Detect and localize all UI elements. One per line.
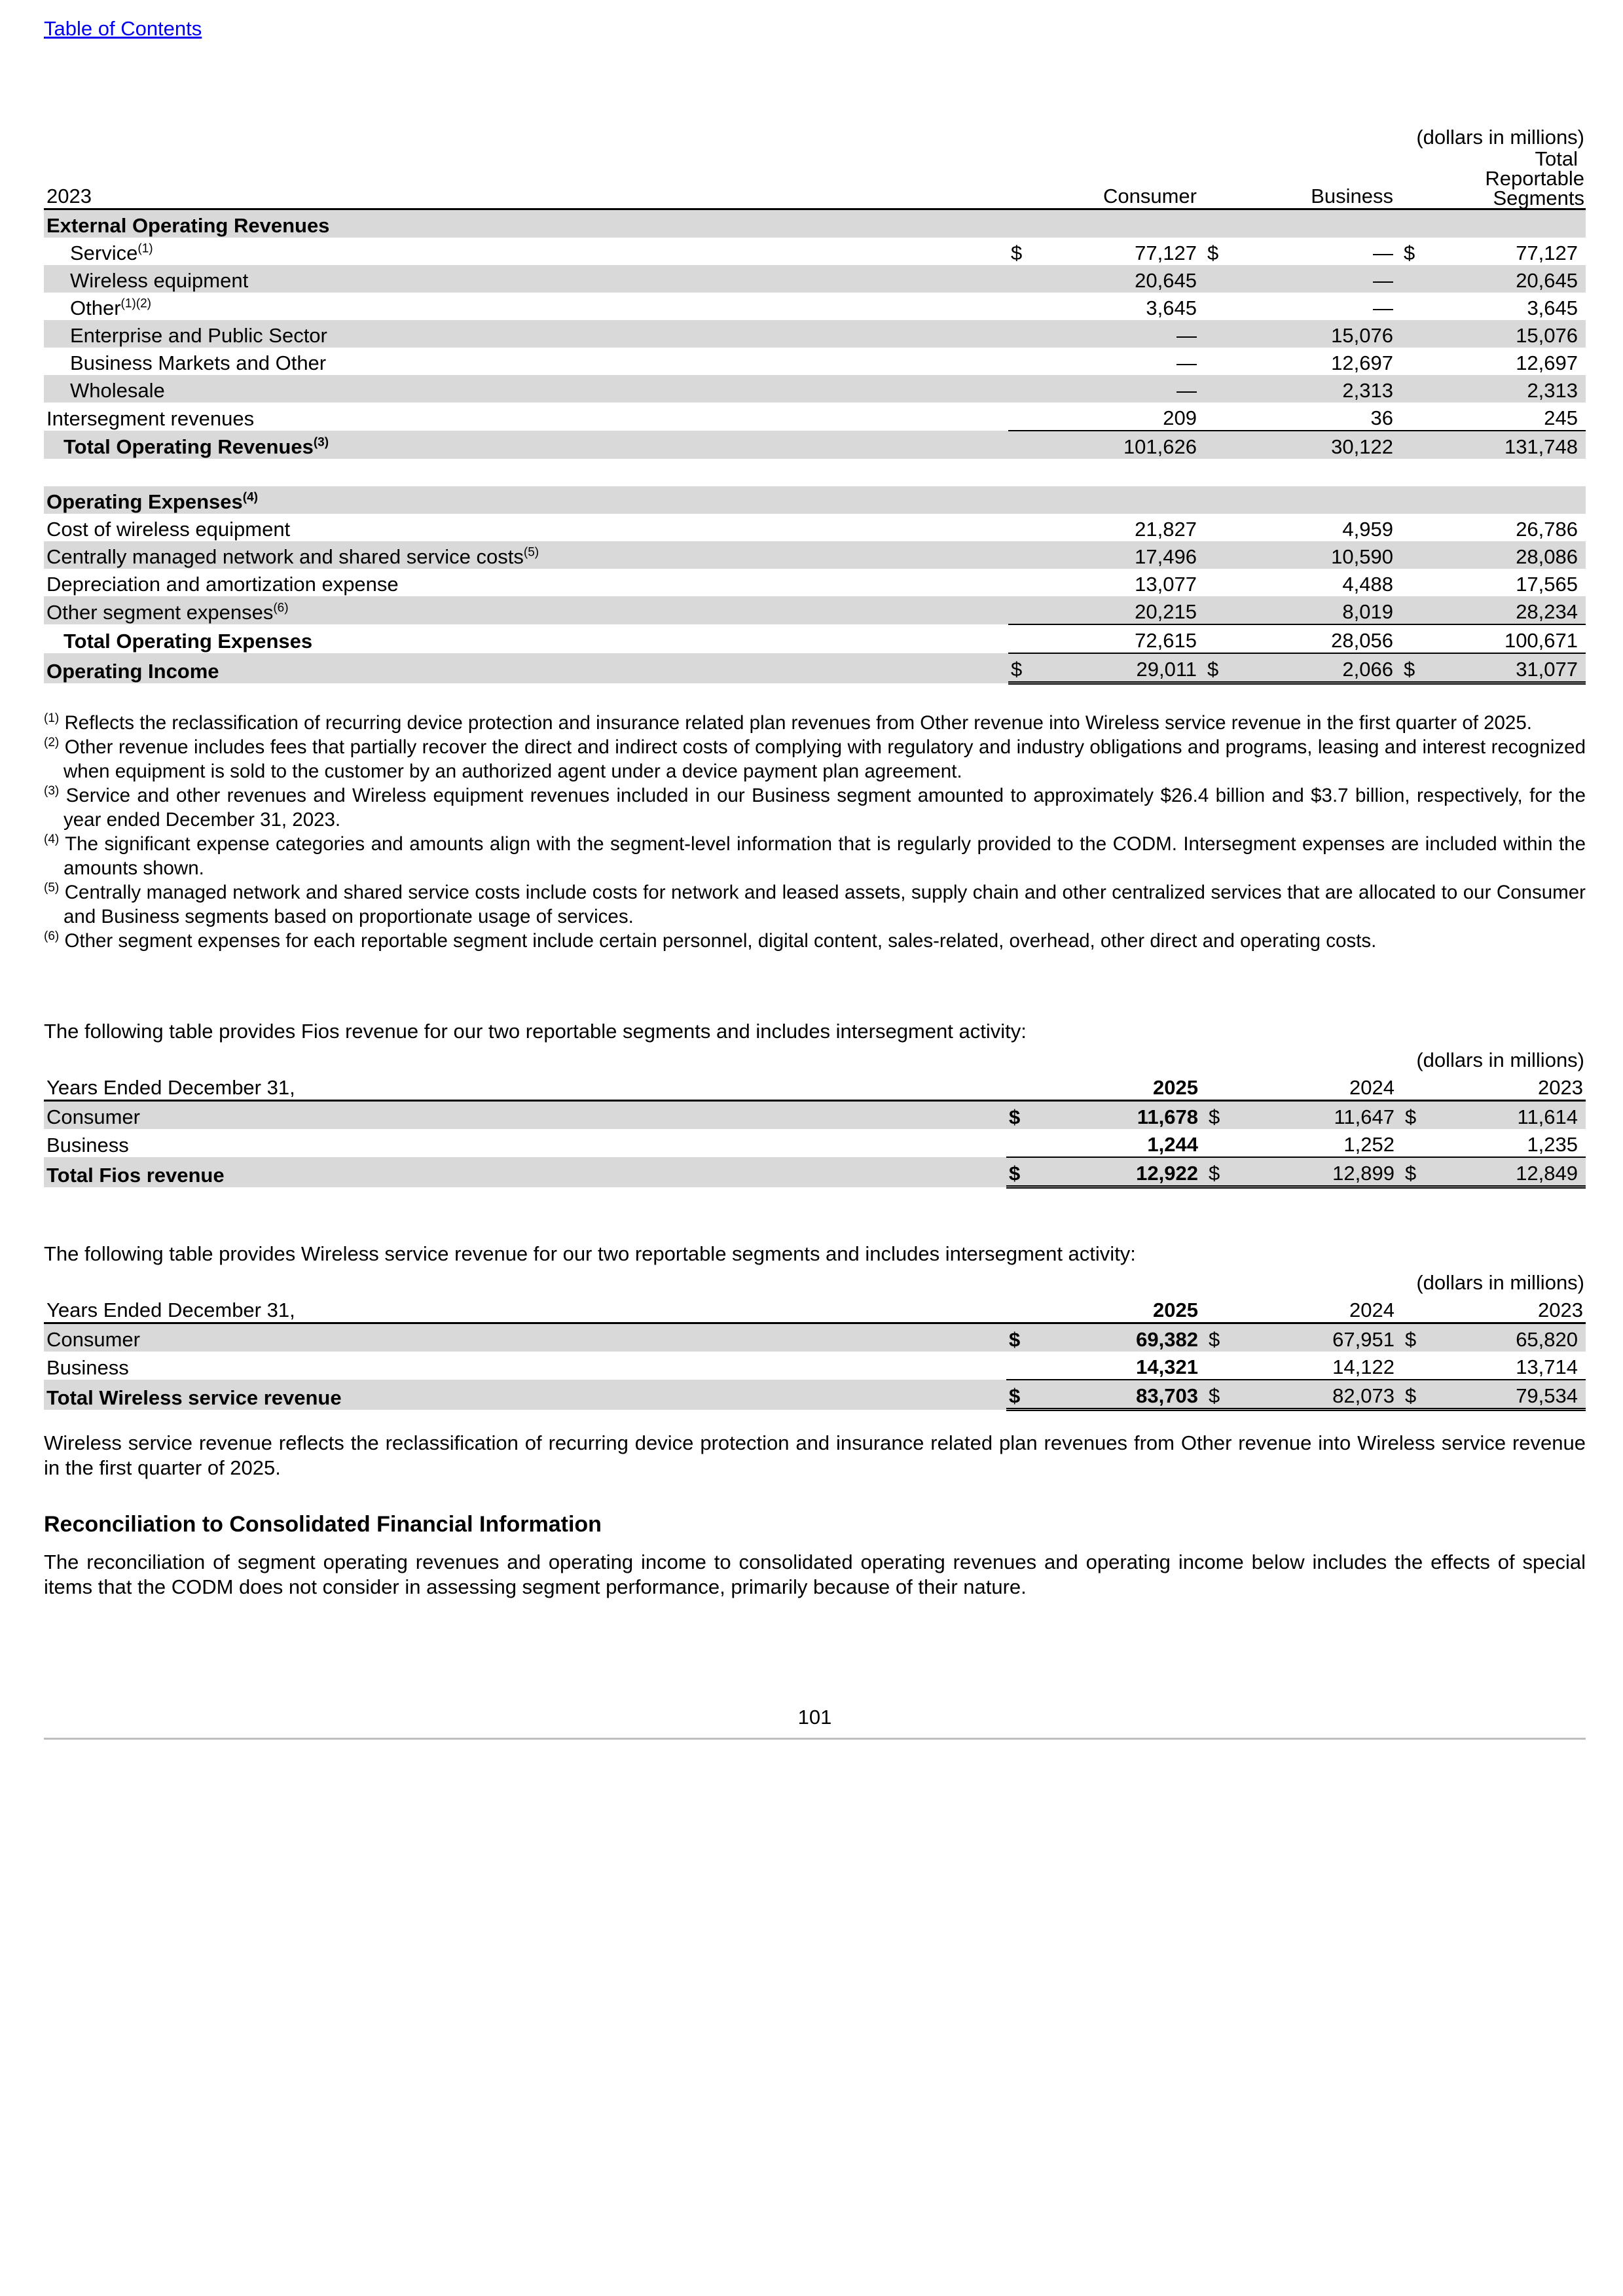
page-divider	[44, 1738, 1586, 1740]
page-number: 101	[797, 1706, 832, 1729]
reconciliation-text: The reconciliation of segment operating revenues and operating income to consolidated operating revenues and operating income below includes the effects of special items that the CODM does not consider in assessing segment performance, primarily because of their nature.	[44, 1551, 1586, 1598]
footnotes: $^{(1)}$ Reflects the reclassification of recurring device protection and insurance related plan revenues from Other revenue into Wireless service revenue in the first quarter of 2025. $^{(2)}$ Other revenue includes fees that partially recover the direct and indirect costs of complying with regulatory and industry obligations and programs, leasing and interest recognized when equipment is sold to the customer by an authorized agent under a device payment plan agreement. $^{(3)}$ Service and other revenues and Wireless equipment revenues included in our Business segment amounted to approximately $26.4 billion and $3.7 billion, respectively, for the year ended December 31, 2023. $^{(4)}$ The significant expense categories and amounts align with the segment-level information that is regularly provided to the CODM. Intersegment expenses are included within the amounts shown. $^{(5)}$ Centrally managed network and shared service costs include costs for network and leased assets, supply chain and other centralized services that are allocated to our Consumer and Business segments based on proportionate usage of services. $^{(6)}$ Other segment expenses for each reportable segment include certain personnel, digital content, sales-related, overhead, other direct and operating costs.	[44, 711, 1586, 952]
total-row: Total Operating Expenses 72,615 28,056 100,671	[44, 624, 1586, 653]
units-label: (dollars in millions)	[1416, 1271, 1585, 1294]
col-total-header: Total Reportable Segments	[1435, 149, 1586, 209]
operating-income-row: Operating Income $ 29,011 $ 2,066 $ 31,077	[44, 653, 1586, 683]
fios-table: (dollars in millions) Years Ended December 31, 2025 2024 2023 Consumer $ 11,678 $ 11,647 $ 11,614 Business 1,244 1,252 1,235 Total Fios revenue $ 12,922 $ 12,899 $ 12,849	[44, 1045, 1586, 1189]
table-row: Service$^{(1)}$ $ 77,127 $ — $ 77,127	[70, 242, 1578, 264]
units-label: (dollars in millions)	[1416, 1049, 1585, 1071]
years-header: Years Ended December 31,	[44, 1072, 1006, 1101]
table-row: Wireless equipment 20,645 — 20,645	[44, 265, 1586, 293]
table-row: Cost of wireless equipment 21,827 4,959 26,786	[46, 518, 1578, 541]
external-revenues-heading: External Operating Revenues	[46, 214, 330, 237]
wireless-intro: The following table provides Wireless service revenue for our two reportable segments and includes intersegment activity:	[44, 1242, 1136, 1265]
fios-intro: The following table provides Fios revenue for our two reportable segments and includes intersegment activity:	[44, 1020, 1027, 1043]
year-header: 2023	[44, 149, 1008, 209]
wireless-table: (dollars in millions) Years Ended December 31, 2025 2024 2023 Consumer $ 69,382 $ 67,951 $ 65,820 Business 14,321 14,122 13,714 Total Wireless service revenue $ 83,703 $ 82,073 $ 79,534	[44, 1267, 1586, 1411]
wireless-note: Wireless service revenue reflects the reclassification of recurring device protection and insurance related plan revenues from Other revenue into Wireless service revenue in the first quarter of 2025.	[44, 1431, 1586, 1479]
table-row: Other$^{(1)(2)}$ 3,645 — 3,645	[70, 296, 1578, 319]
table-row: Wholesale — 2,313 2,313	[44, 375, 1586, 403]
col-business-header: Business	[1239, 149, 1401, 209]
table-of-contents-link[interactable]: Table of Contents	[44, 17, 202, 40]
total-row: Total Wireless service revenue $ 83,703 $ 82,073 $ 79,534	[44, 1380, 1586, 1410]
table-row: Depreciation and amortization expense 13,077 4,488 17,565	[46, 573, 1578, 596]
document-page	[44, 0, 1586, 2296]
table-row: Centrally managed network and shared service costs$^{(5)}$ 17,496 10,590 28,086	[44, 541, 1586, 569]
total-row: Total Operating Revenues$^{(3)}$ 101,626 30,122 131,748	[44, 431, 1586, 459]
years-header: Years Ended December 31,	[44, 1295, 1006, 1323]
table-row: Consumer $ 69,382 $ 67,951 $ 65,820	[44, 1323, 1586, 1352]
table-row: Intersegment revenues 209 36 245	[44, 403, 1586, 431]
operating-expenses-heading: Operating Expenses$^{(4)}$	[46, 490, 259, 513]
reconciliation-heading: Reconciliation to Consolidated Financial Information	[44, 1512, 602, 1537]
table-row: Business Markets and Other — 12,697 12,697	[70, 351, 1578, 374]
col-consumer-header: Consumer	[1042, 149, 1205, 209]
units-label: (dollars in millions)	[1416, 126, 1585, 149]
segment-table	[44, 122, 1586, 685]
table-row: Business 1,244 1,252 1,235	[44, 1129, 1586, 1157]
table-row: Enterprise and Public Sector — 15,076 15,076	[44, 320, 1586, 348]
table-row: Other segment expenses$^{(6)}$ 20,215 8,019 28,234	[44, 596, 1586, 624]
total-row: Total Fios revenue $ 12,922 $ 12,899 $ 12,849	[44, 1157, 1586, 1187]
table-row: Business 14,321 14,122 13,714	[44, 1352, 1586, 1380]
table-row: Consumer $ 11,678 $ 11,647 $ 11,614	[44, 1101, 1586, 1130]
